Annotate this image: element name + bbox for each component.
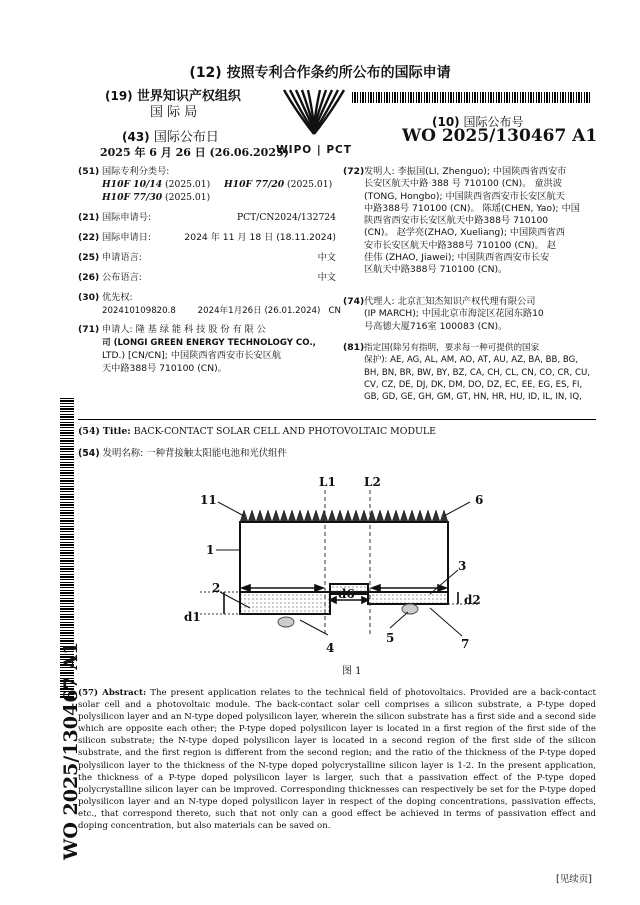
code-30: (30) xyxy=(78,292,100,303)
inventor-line: 安市长安区航天中路388号 710100 (CN)。 赵 xyxy=(364,239,557,251)
ipc-class-3: H10F 77/30 xyxy=(102,192,163,203)
code-74: (74) xyxy=(343,296,365,307)
applicant-line-2: 司 (LONGI GREEN ENERGY TECHNOLOGY CO., xyxy=(102,338,316,348)
pub-date-code: (43) xyxy=(122,130,150,144)
document-title: (12) 按照专利合作条约所公布的国际申请 xyxy=(189,65,451,81)
ipc-class-2: H10F 77/20 xyxy=(224,179,285,190)
label-3: 3 xyxy=(458,559,467,573)
label-6: 6 xyxy=(475,493,484,507)
pub-no-code: (10) xyxy=(432,115,460,129)
bibliographic-left xyxy=(78,166,341,406)
pub-date: 2025 年 6 月 26 日 (26.06.2025) xyxy=(100,146,289,159)
states-line: GB, GD, GE, GH, GM, GT, HN, HR, HU, ID, IL, IN, IQ, xyxy=(364,392,582,403)
app-no-label: 国际申请号: xyxy=(102,212,152,223)
texture-layer xyxy=(240,510,448,522)
lang-label: 申请语言: xyxy=(102,252,142,263)
title-zh-row xyxy=(78,445,287,459)
divider xyxy=(78,419,596,420)
priority: 202410109820.8 2024年1月26日 (26.01.2024) CN xyxy=(102,306,341,316)
wipo-logo-text: WIPO | PCT xyxy=(276,144,352,156)
label-1: 1 xyxy=(206,543,215,557)
title-zh-label: 发明名称: xyxy=(102,448,144,459)
code-81: (81) xyxy=(343,342,365,353)
label-d6: d6 xyxy=(338,587,355,601)
title-label: Title: xyxy=(102,426,131,437)
applicant-line-1: 申请人: 隆 基 绿 能 科 技 股 份 有 限 公 xyxy=(102,324,266,335)
bibliographic-right xyxy=(343,166,598,412)
applicant-line-4: 天中路388号 710100 (CN)。 xyxy=(102,363,227,374)
org-code: (19) xyxy=(105,89,133,103)
continued-note: [见续页] xyxy=(556,874,592,885)
code-71: (71) xyxy=(78,324,100,335)
label-l1: L1 xyxy=(319,475,336,489)
abstract xyxy=(78,687,596,832)
pub-date-header xyxy=(122,126,219,145)
label-d2: d2 xyxy=(464,593,481,607)
label-4: 4 xyxy=(326,641,335,655)
silicon-substrate xyxy=(240,522,448,592)
label-d1: d1 xyxy=(184,610,201,624)
ipc-class-1: H10F 10/14 xyxy=(102,179,163,190)
org-sub: 国 际 局 xyxy=(150,105,198,120)
label-5: 5 xyxy=(386,631,395,645)
solar-cell-diagram xyxy=(180,470,510,680)
code-57: (57) xyxy=(78,688,99,698)
states-line: 保护): AE, AG, AL, AM, AO, AT, AU, AZ, BA, BB, BG, xyxy=(364,355,579,366)
code-51: (51) xyxy=(78,166,100,177)
figure-caption: 图 1 xyxy=(342,666,362,677)
label-l2: L2 xyxy=(364,475,381,489)
label-7: 7 xyxy=(461,637,470,651)
wipo-emblem-icon xyxy=(276,84,352,140)
pub-date-label: 国际公布日 xyxy=(153,130,219,145)
agent-line: (IP MARCH); 中国北京市海淀区花园东路10 xyxy=(364,308,544,320)
code-54-zh: (54) xyxy=(78,448,100,459)
barcode xyxy=(352,92,592,103)
inventor-line: 长安区航天中路 388 号 710100 (CN)。 童洪波 xyxy=(364,178,562,190)
p-type-layer xyxy=(240,592,330,614)
code-22: (22) xyxy=(78,232,100,243)
pub-lang: 中文 xyxy=(317,272,336,283)
label-11: 11 xyxy=(200,493,217,507)
p-electrode xyxy=(278,617,294,627)
filing-date: 2024 年 11 月 18 日 (18.11.2024) xyxy=(184,232,336,243)
title-en-row xyxy=(78,426,436,437)
code-54: (54) xyxy=(78,426,100,437)
inventor-line: 陕西省西安市长安区航天中路388号 710100 xyxy=(364,215,549,227)
applicant-line-3: LTD.) [CN/CN]; 中国陕西省西安市长安区航 xyxy=(102,350,282,361)
agent xyxy=(364,296,598,333)
ipc-date-1: (2025.01) xyxy=(162,179,211,190)
lang: 中文 xyxy=(317,252,336,263)
ipc-date-3: (2025.01) xyxy=(162,192,211,203)
n-electrode xyxy=(402,604,418,614)
priority-label: 优先权: xyxy=(102,292,133,303)
inventor-line: (CN)。 赵学亮(ZHAO, Xueliang); 中国陕西省西 xyxy=(364,227,565,239)
designated-states xyxy=(364,342,598,403)
states-line: BH, BN, BR, BW, BY, BZ, CA, CH, CL, CN, CO, CR, CU, xyxy=(364,367,590,378)
ipc-date-2: (2025.01) xyxy=(284,179,333,190)
filing-label: 国际申请日: xyxy=(102,232,152,243)
inventor-line: 佳伟 (ZHAO, Jiawei); 中国陕西省西安市长安 xyxy=(364,252,550,264)
code-25: (25) xyxy=(78,252,100,263)
app-no: PCT/CN2024/132724 xyxy=(236,212,336,223)
inventors xyxy=(364,166,598,277)
n-type-layer xyxy=(368,592,448,604)
code-21: (21) xyxy=(78,212,100,223)
abstract-text: The present application relates to the technical field of photovoltaics. Provided are a back-contact solar cell and a photovoltaic module. The back-contact solar cell comprises a silicon substrate, a P-type doped polysilicon layer and an N-type doped polysilicon layer, wherein the silicon substrate has a first side and a second side which are opposite each other; the P-type doped polysilicon layer is located in a first region of the first side of the silicon substrate; the N-type doped polysilicon layer is located in a second region of the first side of the silicon substrate, and the first region is different from the second region; and the ratio of the thickness of the P-type doped polysilicon layer to the thickness of the N-type doped polycrystalline silicon layer is 1-2. In the present application, the thickness of a P-type doped polysilicon layer is larger, such that a passivation effect of the P-type doped polycrystalline silicon layer can be improved. Corresponding thicknesses can respectively be set for the P-type doped polysilicon layer and an N-type doped polysilicon layer in respect of the doping concentrations, passivation effects, etc., that correspond thereto, such that not only can a good effect be achieved in terms of passivation effect and doping concentration, but also materials can be saved on. xyxy=(78,688,596,832)
ipc-label: 国际专利分类号: xyxy=(102,166,170,177)
states-line: 指定国(除另有指明，要求每一种可提供的国家 xyxy=(364,343,540,353)
figure-1 xyxy=(180,470,510,680)
code-26: (26) xyxy=(78,272,100,283)
pub-lang-label: 公布语言: xyxy=(102,272,142,283)
pub-no: WO 2025/130467 A1 xyxy=(402,126,598,146)
wipo-logo xyxy=(276,84,352,154)
states-line: CV, CZ, DE, DJ, DK, DM, DO, DZ, EC, EE, EG, ES, FI, xyxy=(364,379,583,390)
side-pub-number: WO 2025/130467 A1 xyxy=(60,641,82,860)
org-name: 世界知识产权组织 xyxy=(136,89,241,104)
inventor-line: 发明人: 李振国(LI, Zhenguo); 中国陕西省西安市 xyxy=(364,166,567,177)
agent-line: 代理人: 北京汇知杰知识产权代理有限公司 xyxy=(364,296,536,307)
agent-line: 号高德大厦716室 100083 (CN)。 xyxy=(364,320,508,332)
inventor-line: 中路388号 710100 (CN)。 陈瑶(CHEN, Yao); 中国 xyxy=(364,202,580,214)
pub-no-label: 国际公布号 xyxy=(463,115,524,129)
title-en: BACK-CONTACT SOLAR CELL AND PHOTOVOLTAIC MODULE xyxy=(133,426,436,437)
code-72: (72) xyxy=(343,166,365,177)
label-2: 2 xyxy=(212,581,221,595)
inventor-line: 区航天中路388号 710100 (CN)。 xyxy=(364,264,508,276)
inventor-line: (TONG, Hongbo); 中国陕西省西安市长安区航天 xyxy=(364,190,565,202)
abstract-label: Abstract: xyxy=(102,688,147,698)
title-zh: 一种背接触太阳能电池和光伏组件 xyxy=(146,448,287,459)
